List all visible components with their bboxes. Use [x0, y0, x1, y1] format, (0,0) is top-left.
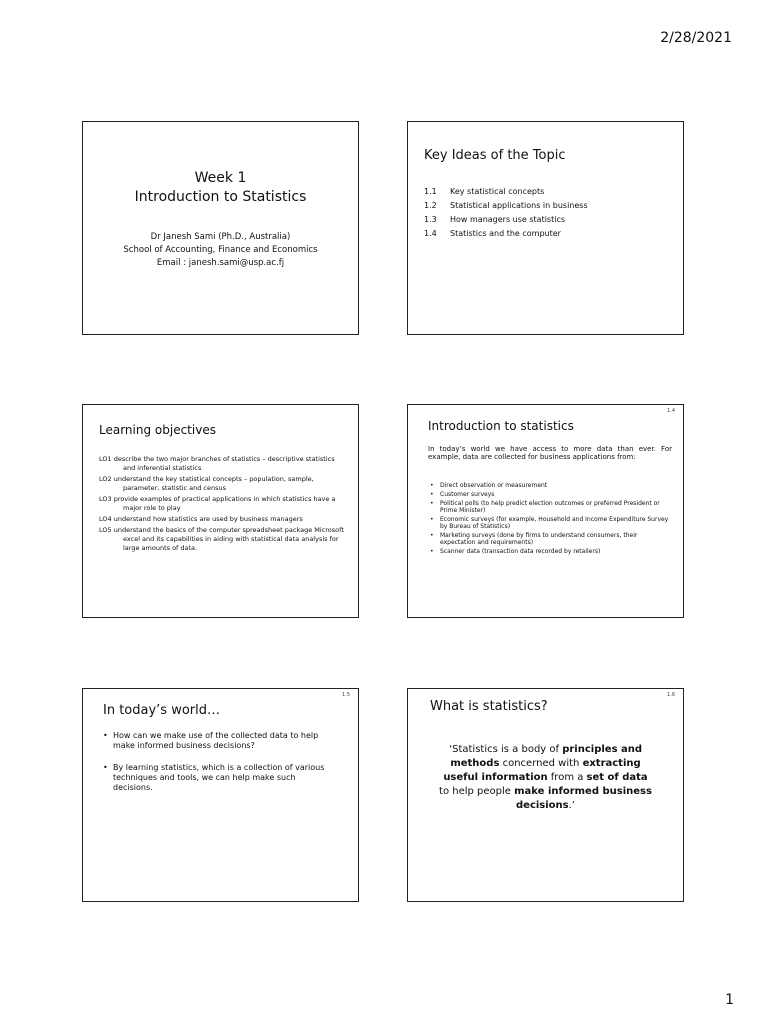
slide-heading: What is statistics? [430, 699, 548, 714]
topic-number: 1.4 [424, 229, 437, 238]
topic-item [424, 213, 588, 227]
author-name: Dr Janesh Sami (Ph.D., Australia) [150, 232, 291, 242]
topic-number: 1.2 [424, 201, 437, 210]
quote-text: concerned with [499, 758, 583, 769]
quote-text: to help people [439, 786, 515, 797]
slide-heading: Introduction to statistics [428, 419, 574, 433]
slide-learning-objectives [82, 404, 359, 618]
quote-emphasis: make informed business decisions [514, 786, 652, 811]
learning-objectives-list [99, 455, 347, 555]
slide-lead-text: In today’s world we have access to more data than ever. For example, data are collected for business applications from: [428, 445, 672, 461]
statistics-definition-quote [438, 743, 653, 813]
data-sources-list [428, 482, 672, 557]
topic-item [424, 227, 588, 241]
learning-objective: LO4 understand how statistics are used by business managers [99, 515, 303, 523]
topic-item [424, 199, 588, 213]
topic-number: 1.3 [424, 215, 437, 224]
learning-objective: LO5 understand the basics of the computer spreadsheet package Microsoft excel and its capabilities in aiding with statistical data analysis for large amounts of data. [99, 526, 344, 552]
slide-heading: In today’s world… [103, 703, 220, 718]
bullet-list [103, 731, 335, 805]
quote-text: from a [547, 772, 587, 783]
topic-text: Key statistical concepts [450, 187, 545, 196]
list-item: • Economic surveys (for example, Household and Income Expenditure Survey by Bureau of Statistics) [428, 516, 672, 530]
list-item: • Scanner data (transaction data recorded by retailers) [428, 548, 672, 555]
list-item: • Political polls (to help predict election outcomes or preferred President or Prime Minister) [428, 500, 672, 514]
list-item: • Direct observation or measurement [428, 482, 672, 489]
learning-objective: LO2 understand the key statistical concepts – population, sample, parameter, statistic and census [99, 475, 314, 492]
quote-text: ‘Statistics is a body of [448, 744, 563, 755]
topic-number: 1.1 [424, 187, 437, 196]
quote-emphasis: set of data [586, 772, 648, 783]
list-item: • Marketing surveys (done by firms to understand consumers, their expectation and requirements) [428, 532, 672, 546]
school-name: School of Accounting, Finance and Economics [123, 245, 318, 255]
slide-todays-world [82, 688, 359, 902]
page-date: 2/28/2021 [660, 30, 732, 46]
slide-number: 1.5 [342, 692, 350, 698]
list-item: • How can we make use of the collected data to help make informed business decisions? [103, 731, 335, 751]
topic-list [424, 185, 588, 241]
topic-text: How managers use statistics [450, 215, 566, 224]
page-number: 1 [725, 992, 734, 1008]
topic-item [424, 185, 588, 199]
author-email: Email : janesh.sami@usp.ac.fj [156, 258, 285, 268]
list-item: • Customer surveys [428, 491, 672, 498]
quote-emphasis: extracting useful information [443, 758, 641, 783]
slide-heading: Learning objectives [99, 423, 216, 437]
slide-heading: Key Ideas of the Topic [424, 148, 566, 163]
topic-text: Statistical applications in business [450, 201, 588, 210]
slide-title-line2: Introduction to Statistics [134, 189, 307, 205]
learning-objective: LO1 describe the two major branches of statistics – descriptive statistics and inferential statistics [99, 455, 335, 472]
slide-what-is-statistics [407, 688, 684, 902]
topic-text: Statistics and the computer [450, 229, 561, 238]
slide-intro-statistics [407, 404, 684, 618]
learning-objective: LO3 provide examples of practical applications in which statistics have a major role to play [99, 495, 336, 512]
slide-key-ideas [407, 121, 684, 335]
list-item: • By learning statistics, which is a collection of various techniques and tools, we can help make such decisions. [103, 763, 335, 793]
quote-text: .’ [568, 800, 575, 811]
quote-emphasis: principles and methods [450, 744, 643, 769]
slide-number: 1.6 [667, 692, 675, 698]
slide-title-line1: Week 1 [194, 170, 247, 186]
slide-number: 1.4 [667, 408, 675, 414]
slide-title [82, 121, 359, 335]
